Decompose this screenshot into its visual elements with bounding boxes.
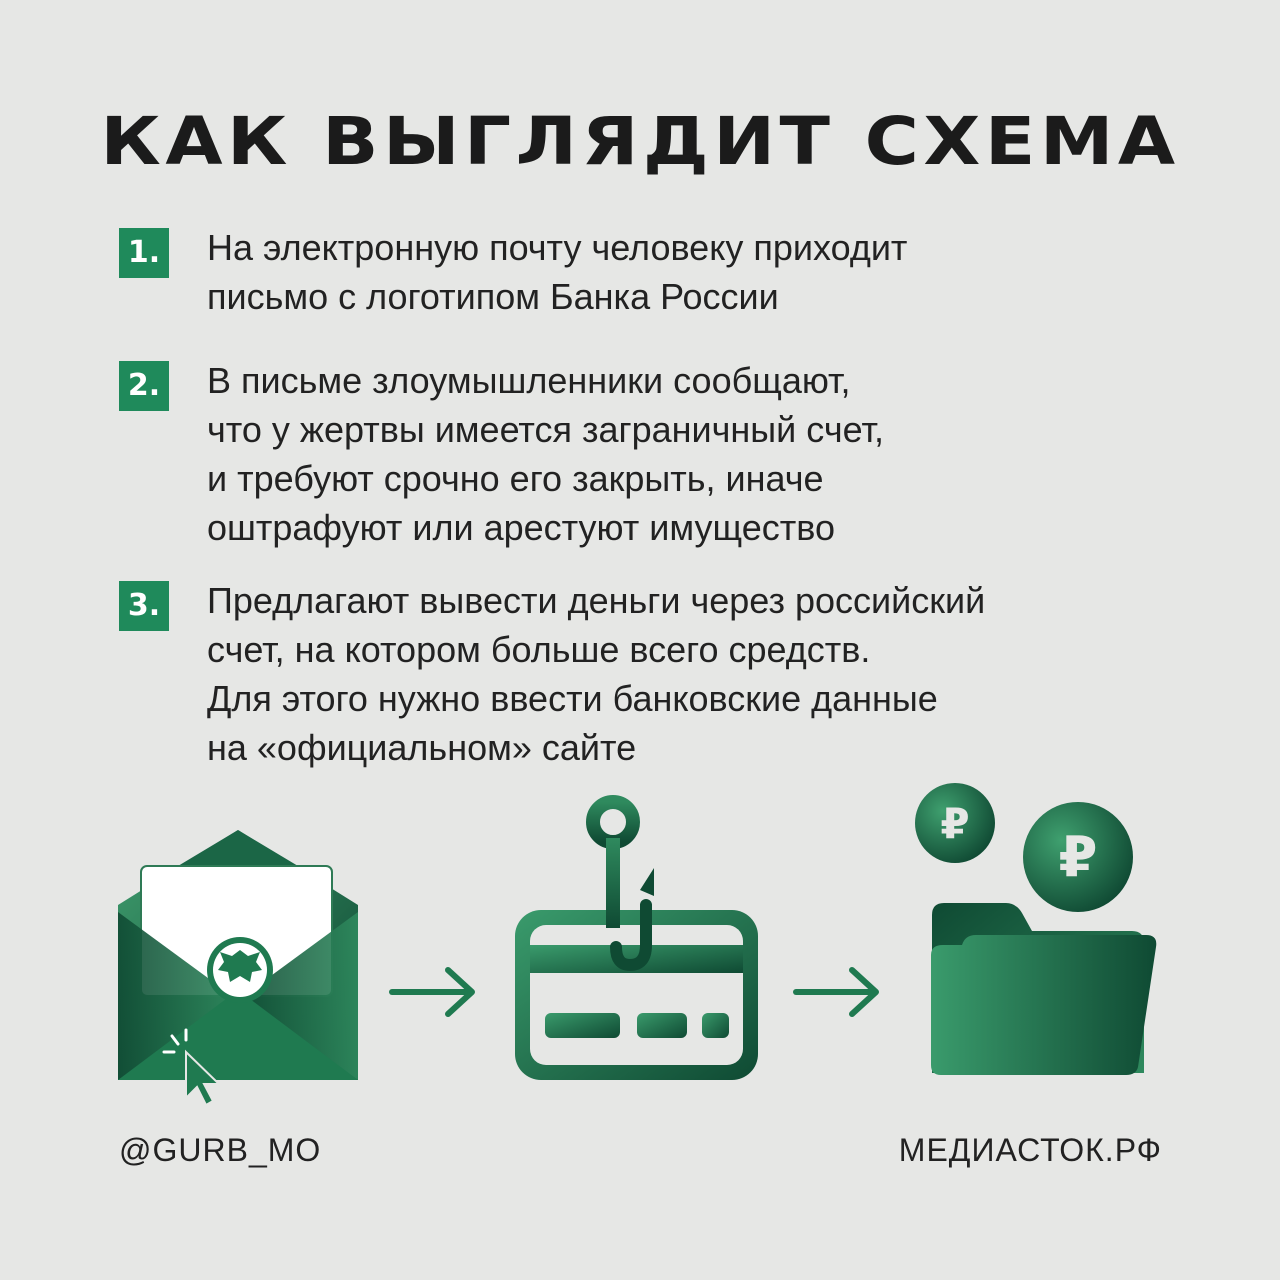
step-line: На электронную почту человеку приходит — [207, 227, 908, 268]
bank-seal-icon — [207, 937, 273, 1003]
step-number-badge: 1. — [119, 228, 169, 278]
step-number-badge: 3. — [119, 581, 169, 631]
step-line: на «официальном» сайте — [207, 727, 637, 768]
folder-with-coins-icon — [915, 783, 1156, 1075]
footer-handle: @GURB_MO — [119, 1132, 322, 1168]
step-line: оштрафуют или арестуют имущество — [207, 507, 835, 548]
footer-site: МЕДИАСТОК.РФ — [898, 1132, 1162, 1168]
coin-symbol: ₽ — [1058, 825, 1098, 890]
step-line: и требуют срочно его закрыть, иначе — [207, 458, 824, 499]
step-text — [207, 356, 884, 552]
arrow-right-icon — [796, 970, 876, 1014]
ruble-coin-icon — [915, 783, 995, 863]
step-line: Предлагают вывести деньги через российский — [207, 580, 986, 621]
step-line: письмо с логотипом Банка России — [207, 276, 779, 317]
coin-symbol: ₽ — [940, 799, 970, 848]
step-line: Для этого нужно ввести банковские данные — [207, 678, 938, 719]
scheme-illustration — [0, 770, 1280, 1130]
step-text — [207, 576, 985, 772]
envelope-icon — [118, 830, 358, 1105]
step-text — [207, 223, 907, 321]
step-number-badge: 2. — [119, 361, 169, 411]
arrow-right-icon — [392, 970, 472, 1014]
step-line: счет, на котором больше всего средств. — [207, 629, 871, 670]
phishing-card-icon — [515, 802, 758, 1080]
step-line: что у жертвы имеется заграничный счет, — [207, 409, 884, 450]
ruble-coin-icon — [1023, 802, 1133, 912]
step-line: В письме злоумышленники сообщают, — [207, 360, 851, 401]
page-title: КАК ВЫГЛЯДИТ СХЕМА — [100, 103, 1180, 180]
